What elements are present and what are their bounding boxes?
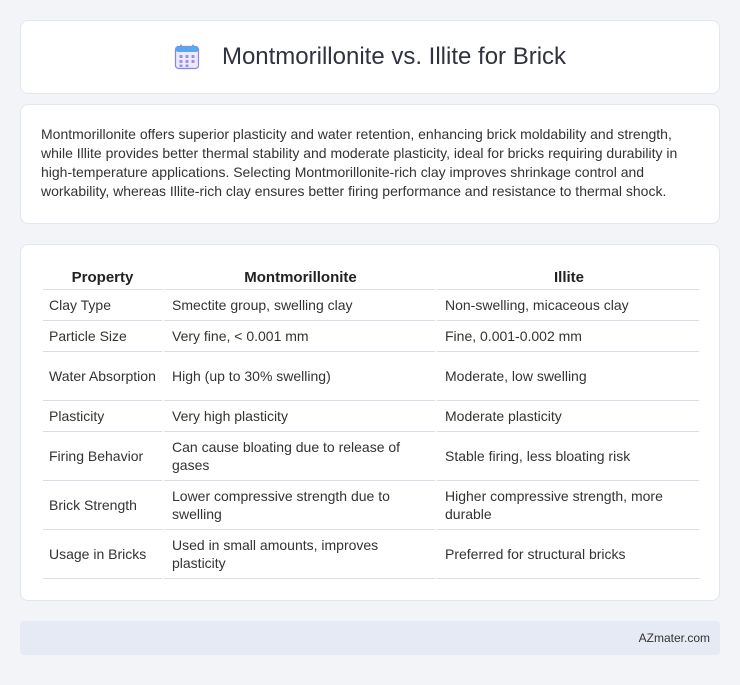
- table-row: [43, 352, 699, 401]
- montmorillonite-cell: Very high plasticity: [162, 401, 435, 432]
- property-cell: Particle Size: [43, 321, 162, 352]
- calendar-icon: [174, 44, 200, 70]
- property-cell: Water Absorption: [43, 352, 162, 401]
- table-row: [43, 401, 699, 432]
- montmorillonite-cell: Smectite group, swelling clay: [162, 290, 435, 321]
- table-row: [43, 432, 699, 481]
- summary-text: Montmorillonite offers superior plasticity and water retention, enhancing brick moldability and strength, while Illite provides better thermal stability and moderate plasticity, ideal for bricks requiring durability in high-temperature applications. Selecting Montmorillonite-rich clay improves shrinkage control and workability, whereas Illite-rich clay ensures better firing performance and resistance to thermal shock.: [41, 126, 678, 199]
- illite-cell: Fine, 0.001-0.002 mm: [435, 321, 699, 352]
- illite-cell: Stable firing, less bloating risk: [435, 432, 699, 481]
- title-wrap: [174, 43, 566, 71]
- header-montmorillonite: Montmorillonite: [162, 263, 435, 290]
- montmorillonite-cell: High (up to 30% swelling): [162, 352, 435, 401]
- illite-cell: Non-swelling, micaceous clay: [435, 290, 699, 321]
- footer-bar: [20, 621, 720, 655]
- summary-card: [20, 104, 720, 224]
- illite-cell: Moderate plasticity: [435, 401, 699, 432]
- property-cell: Plasticity: [43, 401, 162, 432]
- table-row: [43, 481, 699, 530]
- montmorillonite-cell: Very fine, < 0.001 mm: [162, 321, 435, 352]
- page-title: Montmorillonite vs. Illite for Brick: [221, 43, 567, 70]
- property-cell: Brick Strength: [43, 481, 162, 530]
- montmorillonite-cell: Can cause bloating due to release of gases: [162, 432, 435, 481]
- illite-cell: Higher compressive strength, more durable: [435, 481, 699, 530]
- header-illite: Illite: [435, 263, 699, 290]
- footer-brand: AZmater.com: [638, 631, 710, 645]
- illite-cell: Preferred for structural bricks: [435, 530, 699, 579]
- table-row: [43, 530, 699, 579]
- table-card: [20, 244, 720, 601]
- comparison-table: [43, 263, 699, 579]
- table-row: [43, 321, 699, 352]
- header-property: Property: [43, 263, 162, 290]
- property-cell: Clay Type: [43, 290, 162, 321]
- montmorillonite-cell: Lower compressive strength due to swelling: [162, 481, 435, 530]
- property-cell: Firing Behavior: [43, 432, 162, 481]
- illite-cell: Moderate, low swelling: [435, 352, 699, 401]
- table-header-row: [43, 263, 699, 290]
- title-card: [20, 20, 720, 94]
- montmorillonite-cell: Used in small amounts, improves plasticity: [162, 530, 435, 579]
- table-row: [43, 290, 699, 321]
- property-cell: Usage in Bricks: [43, 530, 162, 579]
